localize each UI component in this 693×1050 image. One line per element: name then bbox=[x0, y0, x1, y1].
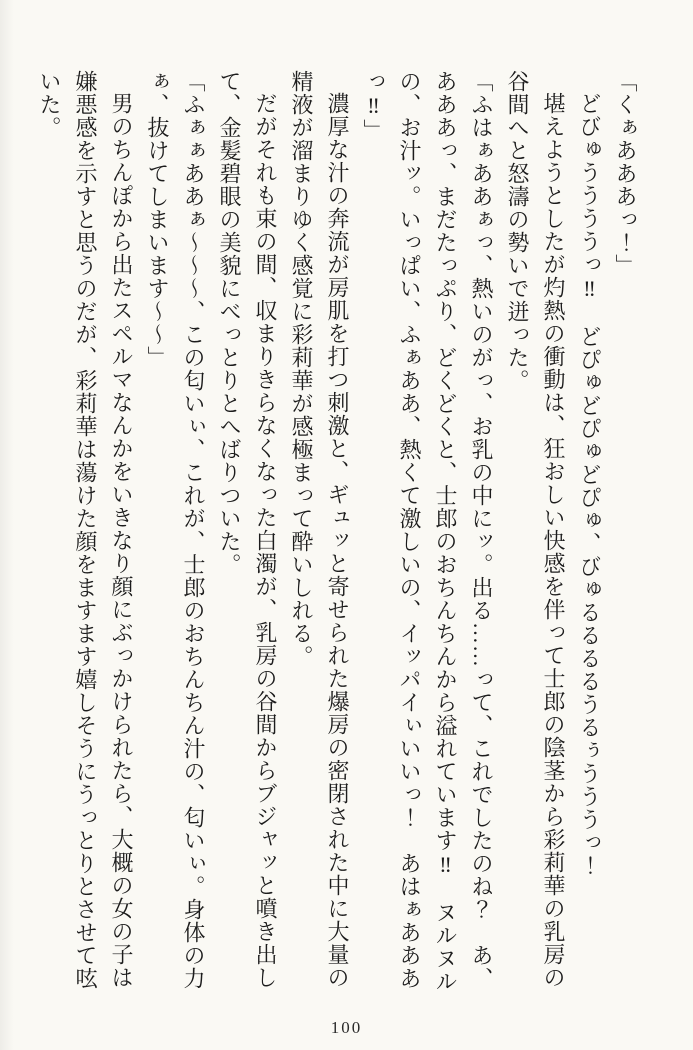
text-line: 堪えようとしたが灼熱の衝動は、狂おしい快感を伴って士郎の陰茎から彩莉華の乳房の bbox=[541, 92, 566, 989]
text-line: っ‼」 bbox=[361, 70, 386, 142]
text-line: 濃厚な汁の奔流が房肌を打つ刺激と、ギュッと寄せられた爆房の密閉された中に大量の bbox=[325, 92, 350, 989]
text-line: ぁ、抜けてしまいます～～」 bbox=[145, 70, 170, 369]
text-line: 精液が溜まりゆく感覚に彩莉華が感極まって酔いしれる。 bbox=[289, 70, 314, 668]
text-line: て、金髪碧眼の美貌にべっとりとへばりついた。 bbox=[217, 70, 242, 576]
page-number: 100 bbox=[330, 1018, 363, 1037]
text-line: どびゅううううっ‼ どぴゅどぴゅどぴゅ、びゅるるるるうるぅうううっ！ bbox=[577, 92, 602, 877]
text-line: 「ふぁぁああぁ～～～、この匂いぃ、これが、士郎のおちんちん汁の、匂いぃ。身体の力 bbox=[181, 70, 206, 990]
text-line: 男のちんぽから出たスペルマなんかをいきなり顔にぶっかけられたら、大概の女の子は bbox=[109, 92, 134, 989]
text-line: 「くぁあああっ！」 bbox=[613, 70, 638, 277]
text-line: 谷間へと怒濤の勢いで迸った。 bbox=[505, 70, 530, 392]
text-line: 嫌悪感を示すと思うのだが、彩莉華は蕩けた顔をますます嬉しそうにうっとりとさせて呟 bbox=[73, 70, 98, 990]
text-line: 「ふはぁああぁっ、熱いのがっ、お乳の中にッ。出る……って、これでしたのね？ あ、 bbox=[469, 70, 494, 990]
text-line: あああっ、まだたっぷり、どくどくと、士郎のおちんちんから溢れています‼ ヌルヌル bbox=[433, 70, 458, 993]
text-line: だがそれも束の間、収まりきらなくなった白濁が、乳房の谷間からブジャッと噴き出し bbox=[253, 92, 278, 989]
text-line: いた。 bbox=[37, 70, 62, 139]
text-columns bbox=[31, 70, 643, 1000]
text-line: の、お汁ッ。いっぱい、ふぁああ、熱くて激しいの、イッパイぃいいっ！ あはぁあああ bbox=[397, 70, 422, 990]
